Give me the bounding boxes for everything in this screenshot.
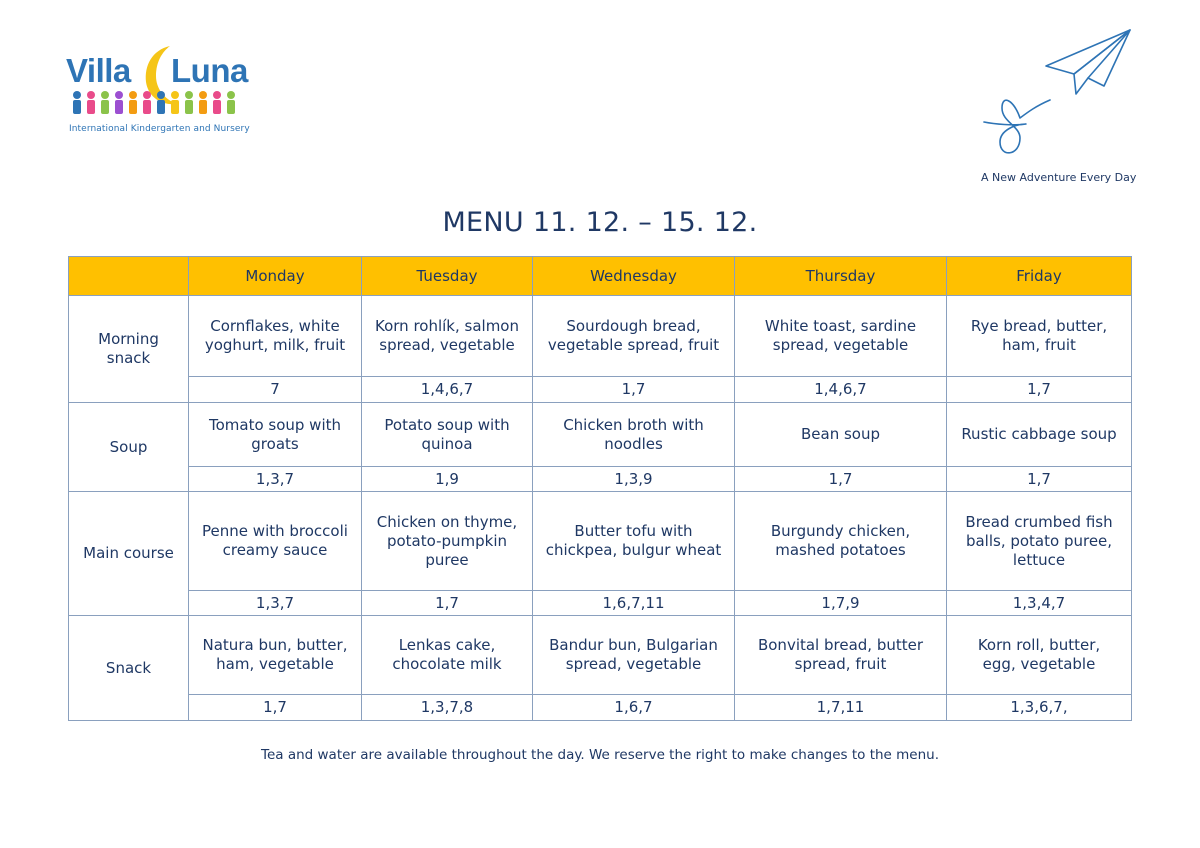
villa-luna-logo: [66, 44, 250, 144]
paper-plane-icon: [980, 28, 1140, 163]
allergen-cell: 1,3,6,7,: [947, 695, 1132, 721]
allergen-cell: 1,7: [735, 467, 947, 492]
allergen-cell: 1,6,7: [533, 695, 735, 721]
logo-subtitle: International Kindergarten and Nursery: [69, 124, 250, 134]
allergen-cell: 1,4,6,7: [362, 377, 533, 403]
dish-cell: Cornflakes, white yoghurt, milk, fruit: [189, 296, 362, 377]
dish-cell: Bean soup: [735, 403, 947, 467]
logo-word-villa: Villa: [66, 52, 131, 89]
table-header-row: [69, 257, 1132, 296]
dish-cell: Butter tofu with chickpea, bulgur wheat: [533, 492, 735, 591]
row-label-morning-snack: Morning snack: [69, 296, 189, 403]
header-corner: [69, 257, 189, 296]
allergen-cell: 1,7: [947, 467, 1132, 492]
children-icon: [71, 90, 241, 116]
dish-cell: Sourdough bread, vegetable spread, fruit: [533, 296, 735, 377]
dish-cell: Potato soup with quinoa: [362, 403, 533, 467]
allergen-cell: 1,3,7: [189, 591, 362, 616]
column-header-monday: Monday: [189, 257, 362, 296]
table-row-morning-snack-dishes: [69, 296, 1132, 377]
allergen-cell: 1,7: [947, 377, 1132, 403]
dish-cell: Tomato soup with groats: [189, 403, 362, 467]
slogan: A New Adventure Every Day: [981, 171, 1137, 184]
logo-word-luna: Luna: [171, 52, 248, 89]
allergen-cell: 1,6,7,11: [533, 591, 735, 616]
row-label-main-course: Main course: [69, 492, 189, 616]
dish-cell: Lenkas cake, chocolate milk: [362, 616, 533, 695]
footer-note: Tea and water are available throughout the day. We reserve the right to make changes to the menu.: [261, 747, 939, 763]
dish-cell: Chicken broth with noodles: [533, 403, 735, 467]
dish-cell: Rustic cabbage soup: [947, 403, 1132, 467]
table-row-snack-dishes: [69, 616, 1132, 695]
dish-cell: Korn rohlík, salmon spread, vegetable: [362, 296, 533, 377]
dish-cell: Bonvital bread, butter spread, fruit: [735, 616, 947, 695]
allergen-cell: 1,7,11: [735, 695, 947, 721]
allergen-cell: 1,7: [533, 377, 735, 403]
dish-cell: Bread crumbed fish balls, potato puree, lettuce: [947, 492, 1132, 591]
column-header-wednesday: Wednesday: [533, 257, 735, 296]
table-row-main-course-allergens: [69, 591, 1132, 616]
dish-cell: Natura bun, butter, ham, vegetable: [189, 616, 362, 695]
table-row-soup-allergens: [69, 467, 1132, 492]
menu-table: [68, 256, 1132, 721]
allergen-cell: 7: [189, 377, 362, 403]
table-row-soup-dishes: [69, 403, 1132, 467]
page-title: MENU 11. 12. – 15. 12.: [442, 207, 758, 238]
column-header-friday: Friday: [947, 257, 1132, 296]
dish-cell: Burgundy chicken, mashed potatoes: [735, 492, 947, 591]
dish-cell: White toast, sardine spread, vegetable: [735, 296, 947, 377]
allergen-cell: 1,9: [362, 467, 533, 492]
allergen-cell: 1,3,4,7: [947, 591, 1132, 616]
dish-cell: Rye bread, butter, ham, fruit: [947, 296, 1132, 377]
dish-cell: Korn roll, butter, egg, vegetable: [947, 616, 1132, 695]
allergen-cell: 1,3,9: [533, 467, 735, 492]
dish-cell: Chicken on thyme, potato-pumpkin puree: [362, 492, 533, 591]
allergen-cell: 1,4,6,7: [735, 377, 947, 403]
table-row-morning-snack-allergens: [69, 377, 1132, 403]
allergen-cell: 1,3,7,8: [362, 695, 533, 721]
row-label-soup: Soup: [69, 403, 189, 492]
allergen-cell: 1,7,9: [735, 591, 947, 616]
column-header-thursday: Thursday: [735, 257, 947, 296]
row-label-snack: Snack: [69, 616, 189, 721]
allergen-cell: 1,7: [362, 591, 533, 616]
allergen-cell: 1,3,7: [189, 467, 362, 492]
column-header-tuesday: Tuesday: [362, 257, 533, 296]
dish-cell: Penne with broccoli creamy sauce: [189, 492, 362, 591]
table-row-snack-allergens: [69, 695, 1132, 721]
allergen-cell: 1,7: [189, 695, 362, 721]
table-row-main-course-dishes: [69, 492, 1132, 591]
dish-cell: Bandur bun, Bulgarian spread, vegetable: [533, 616, 735, 695]
